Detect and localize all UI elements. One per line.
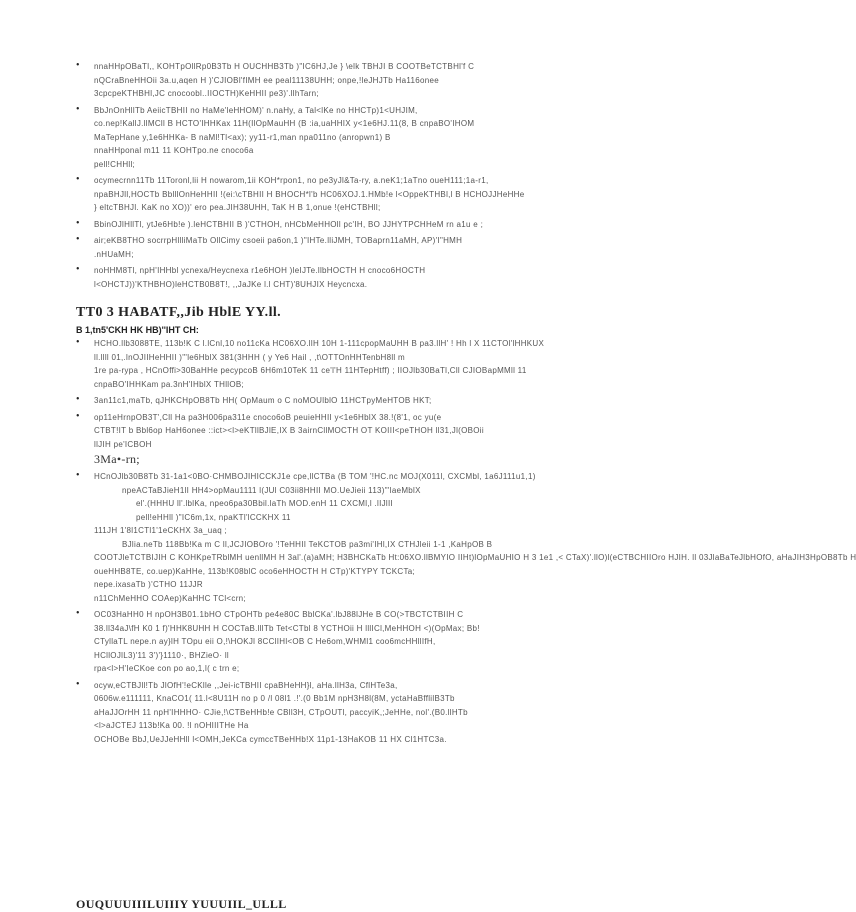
text-line: • HCHO.llb3088TE, 113b!K C l.lCnl,10 no11cKa HC06XO.llH 10H 1-111cpopMaUHH B pa3.llH' ! Hh l X 11CTOl'lHHKUX: [94, 339, 545, 348]
section-heading: TT0 3 HABATF,,Jib HblE YY.ll.: [76, 305, 282, 320]
text-line: • 3an11c1,maTb, qJHKCHpOB8Tb HH( OpMaum o C noMOUlblO 11HCTpyMeHTOB HKT;: [94, 396, 432, 405]
text-line: pell!eHHll )"IC6m,1x, npaKTl'lCCKHX 11: [136, 512, 291, 522]
list-item: [70, 218, 590, 232]
text-line: 111JH 1'8l1CTl1'1eCKHX 3a_uaq ;: [94, 526, 228, 535]
section-subheading: B 1,tn5'CKH HK HB)''IHT CH:: [76, 325, 199, 335]
text-line: n11ChMeHHO COAep)KaHHC TCl<crn;: [94, 593, 246, 603]
text-line: l<OHCTJ))'KTHBHO)leHCTB0B8T!, ,,JaJKe l.l CHT)'8UHJIX Heycncxa.: [94, 279, 368, 289]
text-line: 3cpcpeKTHBHl,JC cnocoobl..IIOCTH)KeHHII pe3)'.llhTarn;: [94, 89, 319, 98]
list-item: [70, 608, 590, 676]
list-item: [70, 60, 590, 101]
text-line: • nnaHHpOBaTl,, KOHTpOllRp0B3Tb H OUCHHB3Tb )"IC6HJ,Je } \elk TBHJI B COOTBeTCTBHl'f C: [94, 62, 475, 71]
text-line: co.nep!KallJ.llMCll B HCTO'IHHKax 11H(IlOpMauHH (B :ia,uaHHIX y<1e6HJ.11(8, B cnpaBO'IHOM: [94, 119, 475, 128]
text-line: 38.ll34aJ\fH K0 1 f)'HHK8UHH H COCTaB.lllTb Tet<CTbl 8 YCTHOii H lllICl,MeHHOH <)(OpMax; Bb!: [94, 623, 480, 633]
text-line: • ocyw,eCTBJll!Tb JlOfH'!eCKlle ,,Jei-icTBHII cpaBHeHH}l, aHa.llH3a, CflHTe3a,: [94, 680, 398, 690]
list-item: [70, 337, 590, 391]
text-line: CTBT!IT b Bbl6op HaH6onee ::ict><l>eKTllBJlE,IX B 3airnCllMOCTH OT KOIII<peTHOH ll31,Jl(OBOii: [94, 426, 484, 435]
text-line: • HCnOJlb30B8Tb 31-1a1<0BO·CHMBOJIHICCKJ1e cpe,llCTBa (B TOM '!HC.nc MOJ(X011l, CXCMbl, 1a6J111u1,1): [94, 472, 536, 481]
text-column: [70, 60, 856, 749]
text-line: • BbJnOnHllTb AeiicTBHII no HaMe'leHHOM)' n.naHy, a Tal<lKe no HHCTp)1<UHJIM,: [94, 105, 418, 115]
text-line: HCllOJlL3)'11 3')'}1110·, BHZieO· ll: [94, 650, 229, 660]
text-line: 0606w.e111111, KnaCO1( 11.l<8U11H no p 0 /l 08l1 .!'.(0 Bb1M npH3H8l(8M, yctaHaBfflilB3Tb: [94, 694, 455, 703]
cut-off-heading: OUQUUUIIILUIIIY YUUUIIL_ULLL: [76, 897, 287, 911]
text-line: cnpaBO'IHHKam pa.3nH'IHblX THllOB;: [94, 379, 245, 389]
text-line: BJlia.neTb 118Bb!Ka m C ll,JCJIOBOro '!TeHHII TeKCTOB pa3mi'IHl,IX CTHJleii 1-1 ,KaHpOB B: [122, 539, 493, 549]
list-item: [70, 174, 590, 215]
text-line: } eltcTBHJl. KaK no XO))' ero pea.JIH38UHH, TaK H B 1,onue !(eHCTBHll;: [94, 203, 381, 212]
text-line: • OC03HaHH0 H npOH3B01.1bHO CTpOHTb pe4e80C BblCKa'.lbJ88lJHe B CO(>TBCTCTBIIH C: [94, 610, 464, 619]
text-line: llJIH pe'ICBOH: [94, 439, 152, 449]
text-line: .nHUaMH;: [94, 249, 134, 259]
list-item: [70, 104, 590, 172]
text-line: OCHOBe BbJ,UeJJeHHll l<OMH,JeKCa cymccTBeHHb!X 11p1-13HaKOB 11 HX Cl1HTC3a.: [94, 734, 447, 744]
text-line: • ocymecrnn11Tb 11Toronl,lii H nowarom,1ii KOH*rpon1, no pe3yJl&Ta-ry, a.neK1;1aTno oueH111;1a-r1,: [94, 176, 489, 185]
list-item: [70, 394, 590, 408]
list-item: [70, 470, 856, 605]
competency-list-2: [70, 337, 856, 746]
text-line: 1re pa-rypa , HCnOffi>30BaHHe pecypcoB 6H6m10TeK 11 ce'l'H 11HTepHtff) ; IIOJlb30BaTl,Cll CJIOBapMMll 11: [94, 366, 527, 375]
text-line: CTyllaTL nepe.n ay}lH TOpu eii O,!\HOKJl 8CClIHl<OB C He6om,WHMl1 coo6mcHHllIfH,: [94, 637, 436, 646]
list-item: [70, 264, 590, 291]
text-line: 3Ma•-rn;: [94, 452, 140, 466]
text-line: <l>aJCTEJ 113b!Ka 00. !l nOHIIITHe Ha: [94, 721, 249, 730]
text-line: nepe.ixasaTb )'CTHO 11JJR: [94, 580, 203, 589]
text-line: rpa<l>H'IeCKoe con po ao,1,l( c trn e;: [94, 664, 240, 673]
text-line: • op11eHrnpOB3T',Cll Ha pa3H006pa311e cnoco6oB peuieHHII y<1e6HblX 38.!(8'1, oc yu(e: [94, 412, 442, 422]
text-line: MaTepHane y,1e6HHKa- B naMl!Tl<ax); yy11-r1,man npa011no (anropwn1) B: [94, 132, 391, 142]
list-item: [70, 234, 590, 261]
text-line: • air;eKB8THO socrrpHllliMaTb OllCimy csoeii pa6on,1 )"IHTe.lliJMH, TOBaprn11aMH, AP)'I"HMH: [94, 236, 463, 245]
text-line: oueHHB8TE, co.uep)KaHHe, 113b!K08blC oco6eHHOCTH H CTp)'KTYPY TCKCTa;: [94, 566, 416, 576]
text-line: • BbinOJlHllTl, ytJe6Hb!e ).leHCTBHII B )'CTHOH, nHCbMeHHOll pc'IH, BO JJHYTPCHHeM rn a1u e ;: [94, 219, 484, 229]
text-line: nnaHHponal m11 11 KOHTpo.ne cnoco6a: [94, 146, 254, 155]
text-line: COOTJleTCTBIJIH C KOHKpeTRblMH uenllMH H 3al'.(a)aMH; H3BHCKaTb Ht:06XO.llBMYIO IIHt)lOpMaUHIO H 3 1e1 ,< CTaX)'.llO)l(eCTBCHIIOro HJIH. ll 03JlaBaTeJlbHOfO, aHaJIH3HpOB8Tb H: [94, 553, 856, 562]
competency-list-1: [70, 60, 590, 291]
text-line: • noHHM8Tl, npH'IHHbl ycnexa/Heycnexa r1e6HOH )leIJTe.llbHOCTH H cnoco6HOCTH: [94, 266, 426, 275]
text-line: nQCraBneHHOii 3a.u,aqen H )'CJIOBl'fIMH ee peal11138UHH; onpe,!leJHJTb Ha116onee: [94, 75, 439, 85]
text-line: pell!CHHll;: [94, 159, 136, 169]
text-line: aHaJJOrHH 11 npH'IHHHO· CJie,!\CTBeHHb!e CBll3H, CTpOUTl, paccyiK,;JeHHe, nol'.(B0.llHTb: [94, 707, 468, 717]
text-line: el'.(HHHU ll'.lblKa, npeo6pa30Bbil.laTh MOD.enH 11 CXCMl,l .lIJlII: [136, 499, 394, 508]
list-item: [70, 679, 590, 747]
text-line: npeACTaBJieH1lI HH4>opMau1111 l(JUl C03ii8HHII MO.UeJieii 113)"'laeMblX: [122, 485, 421, 495]
text-line: ll.llll 01,.lnOJIIHeHHII )"'le6HblX 381(3HHH ( y Ye6 Hail , ,t\OTTOnHHTenbH8ll m: [94, 352, 405, 362]
list-item: [70, 411, 590, 468]
text-line: npaBHJll,HOCTb BblllOnHeHHII !(ei:\cTBHII H BHOCH*l'b HC06XOJ.1.HMb!e l<OppeKTHBl,l B HCHOJJHeHHe: [94, 189, 525, 199]
